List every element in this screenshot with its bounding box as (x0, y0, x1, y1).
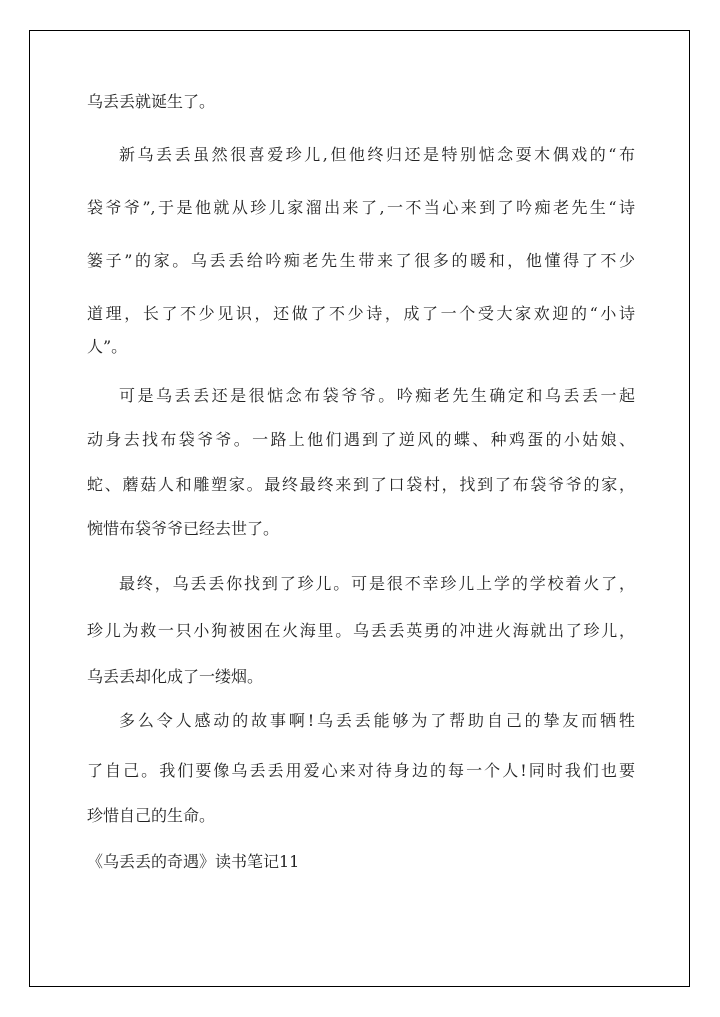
text-line: 乌丢丢就诞生了。 (87, 92, 216, 111)
text-line: 惋惜布袋爷爷已经去世了。 (87, 519, 280, 538)
document-page (29, 30, 690, 987)
text-line: 了自己。我们要像乌丢丢用爱心来对待身边的每一个人!同时我们也要 (87, 761, 635, 780)
paragraph-first-line: 最终，乌丢丢你找到了珍儿。可是很不幸珍儿上学的学校着火了， (119, 574, 635, 593)
paragraph-first-line: 新乌丢丢虽然很喜爱珍儿,但他终归还是特别惦念耍木偶戏的“布 (119, 145, 635, 164)
text-line: 动身去找布袋爷爷。一路上他们遇到了逆风的蝶、种鸡蛋的小姑娘、 (87, 430, 635, 449)
text-line: 珍儿为救一只小狗被困在火海里。乌丢丢英勇的冲进火海就出了珍儿， (87, 621, 635, 640)
text-line: 道理，长了不少见识，还做了不少诗，成了一个受大家欢迎的“小诗 (87, 304, 635, 323)
paragraph-first-line: 可是乌丢丢还是很惦念布袋爷爷。吟痴老先生确定和乌丢丢一起 (119, 386, 635, 405)
text-line: 蛇、蘑菇人和雕塑家。最终最终来到了口袋村，找到了布袋爷爷的家， (87, 475, 635, 494)
text-line: 乌丢丢却化成了一缕烟。 (87, 667, 264, 686)
text-line: 人”。 (87, 337, 128, 356)
paragraph-first-line: 多么令人感动的故事啊!乌丢丢能够为了帮助自己的挚友而牺牲 (119, 711, 635, 730)
text-line: 珍惜自己的生命。 (87, 806, 216, 825)
section-heading: 《乌丢丢的奇遇》读书笔记11 (87, 852, 300, 871)
text-line: 袋爷爷”,于是他就从珍儿家溜出来了,一不当心来到了吟痴老先生“诗 (87, 198, 635, 217)
text-line: 篓子”的家。乌丢丢给吟痴老先生带来了很多的暖和，他懂得了不少 (87, 251, 635, 270)
